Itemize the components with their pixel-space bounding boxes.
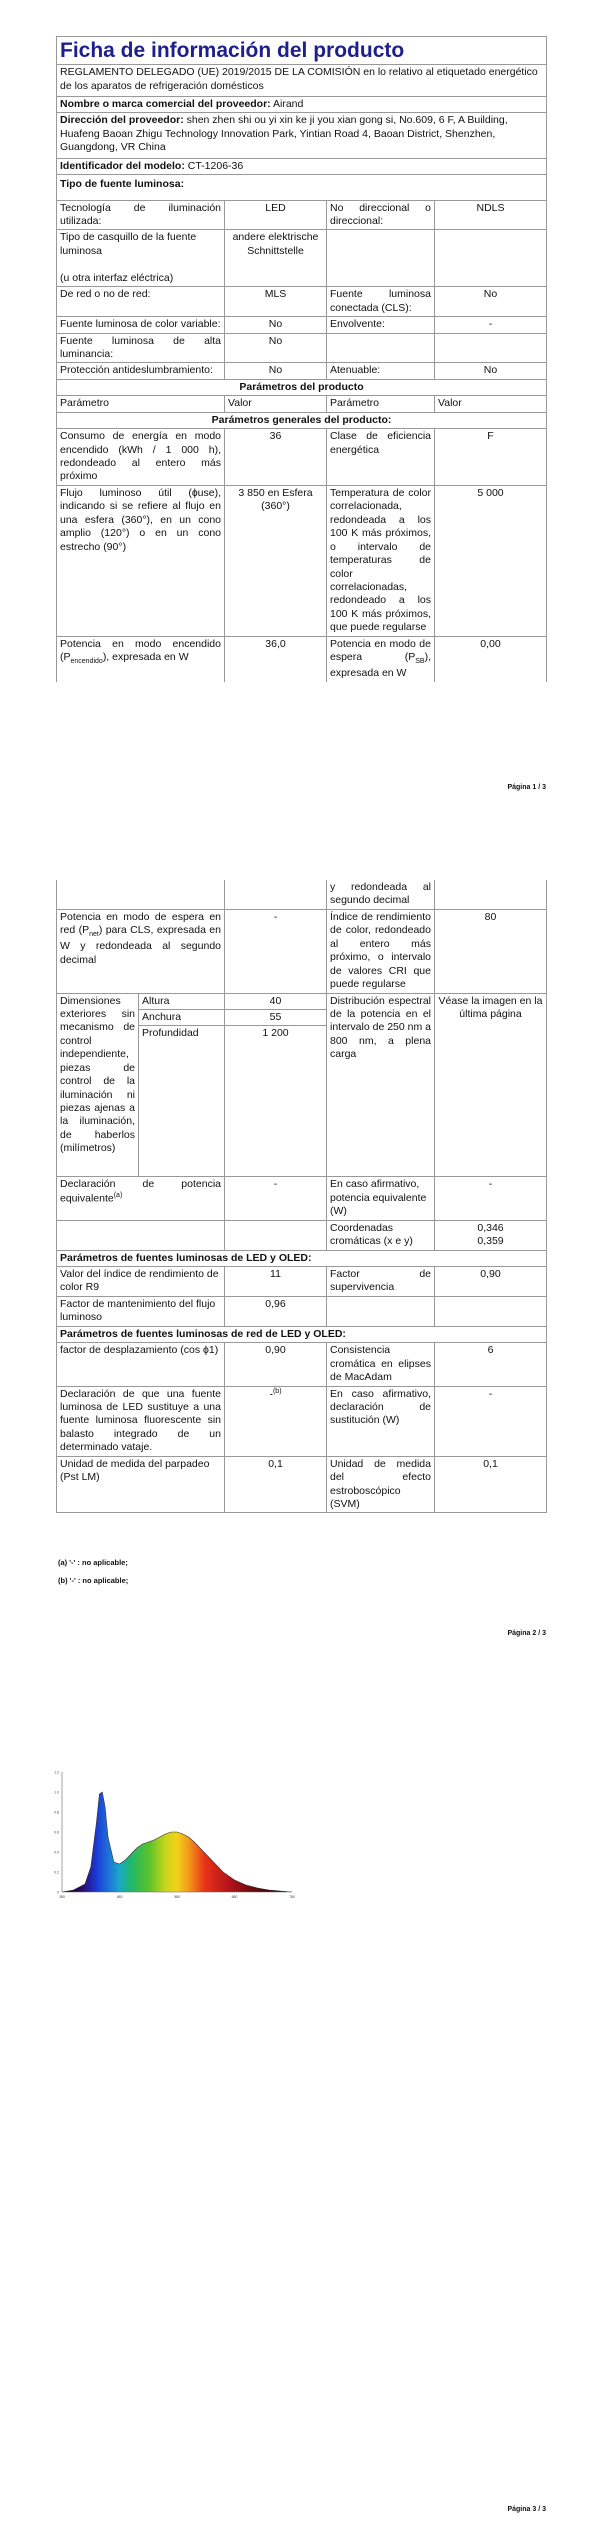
replacement-label: Declaración de que una fuente luminosa de LED sustituye a una fuente luminosa fluorescente sin balasto integrado de un determinado vataje. [57,1386,225,1456]
fn-a-text: '-' : no aplicable; [69,1558,128,1567]
empty-cell [225,1220,327,1250]
table-row [57,200,547,230]
table-row [57,485,547,636]
depth-value: 1 200 [225,1026,327,1177]
table-row [57,287,547,317]
equivalent-watts-value: - [435,1177,547,1220]
empty-cell [225,880,327,909]
colour-tunable-value: No [225,317,327,333]
pon-sub: encendido [70,658,103,666]
table-row [57,333,547,363]
flicker-label: Unidad de medida del parpadeo (Pst LM) [57,1456,225,1513]
colour-tunable-label: Fuente luminosa de color variable: [57,317,225,333]
chroma-x: 0,346 [477,1221,504,1234]
pon-b: ), expresada en W [102,651,189,664]
page2-table [56,880,547,1513]
pnet-b: ) para CLS, expresada en W y redondeada al segundo decimal [60,924,221,966]
cct-label: Temperatura de color correlacionada, redondeada a los 100 K más próximos, o intervalo de temperaturas de color correlacionadas, redondeado a los 100 K más próximos, que puede regularse [327,485,435,636]
equivalent-power-label [57,1177,225,1220]
page-number-1: Página 1 / 3 [507,784,546,791]
address-value: shen zhen shi ou yi xin ke ji you xian gong si, No.609, 6 F, A Building, Huafeng Baoan Zhigu Technology Innovation Park, Yintian Road 4, Baoan District, Shenzhen, Guangdong, VR China [60,114,508,154]
pnet-a: Potencia en modo de espera en red (P [60,910,221,937]
pon-a: Potencia en modo encendido (P [60,637,221,664]
lumen-maintenance-label: Factor de mantenimiento del flujo luminoso [57,1296,225,1326]
r9-label: Valor del índice de rendimiento de color R9 [57,1267,225,1297]
psb-sub: SB [415,658,425,666]
page1-table [56,36,547,682]
cls-value: No [435,287,547,317]
flicker-value: 0,1 [225,1456,327,1513]
equivalent-watts-label: En caso afirmativo, potencia equivalente (W) [327,1177,435,1220]
table-row [57,230,547,287]
supplier-label: Nombre o marca comercial del proveedor: [60,97,271,110]
macadam-label: Consistencia cromática en elipses de MacAdam [327,1343,435,1386]
address-label: Dirección del proveedor: [60,114,184,127]
empty-cell [327,333,435,363]
chromaticity-value [435,1220,547,1250]
y-tick-label: 0.4 [54,1850,59,1855]
high-luminance-label: Fuente luminosa de alta luminancia: [57,333,225,363]
cls-label: Fuente luminosa conectada (CLS): [327,287,435,317]
table-row [57,1296,547,1326]
dimmable-value: No [435,363,547,379]
equivalent-power-value: - [225,1177,327,1220]
empty-cell [57,880,225,909]
replace-sup: (b) [272,1387,282,1395]
x-tick-label: 380 [59,1895,65,1899]
table-row [57,993,547,1009]
pnet-sub: net [89,931,99,939]
supplier-row [57,96,547,112]
width-value: 55 [225,1009,327,1025]
energy-label: Consumo de energía en modo encendido (kWh / 1 000 h), redondeado al entero más próximo [57,429,225,486]
table-row [57,429,547,486]
psb-a: Potencia en modo de espera (P [330,637,431,664]
document-title: Ficha de información del producto [57,37,547,65]
cap-type-label-text: Tipo de casquillo de la fuente luminosa [60,231,197,257]
equiv-label-text: Declaración de potencia equivalente [60,1178,221,1205]
replacement-decl-value: - [435,1386,547,1456]
address-row [57,113,547,158]
cct-value: 5 000 [435,485,547,636]
col-value-1: Valor [225,396,327,412]
cri-label: Índice de rendimiento de color, redondeado al entero más próximo, o intervalo de valores CRI que puede regularse [327,909,435,993]
stroboscopic-value: 0,1 [435,1456,547,1513]
footnote-b [58,1576,128,1585]
fn-b-text: '-' : no aplicable; [69,1576,129,1585]
stroboscopic-label: Unidad de medida del efecto estroboscópico (SVM) [327,1456,435,1513]
y-tick-label: 0.8 [54,1810,59,1815]
on-mode-power-value: 36,0 [225,636,327,681]
model-label: Identificador del modelo: [60,159,185,172]
width-label: Anchura [139,1009,225,1025]
replacement-decl-label: En caso afirmativo, declaración de sustitución (W) [327,1386,435,1456]
on-mode-power-label [57,636,225,681]
x-tick-label: 580 [174,1895,180,1899]
replace-dash: - [269,1388,273,1400]
fn-b-mark: (b) [58,1576,68,1585]
mains-heading: Parámetros de fuentes luminosas de red de LED y OLED: [57,1326,547,1342]
x-tick-label: 780 [289,1895,295,1899]
empty-cell [435,230,547,287]
network-standby-value: - [225,909,327,993]
table-row [57,1343,547,1386]
page-number-3: Página 3 / 3 [507,2506,546,2513]
table-row [57,1267,547,1297]
chroma-y: 0,359 [477,1235,504,1248]
spd-value: Véase la imagen en la última página [435,993,547,1177]
high-luminance-value: No [225,333,327,363]
technology-label: Tecnología de iluminación utilizada: [57,200,225,230]
supplier-value: Airand [273,97,304,110]
replacement-value [225,1386,327,1456]
cap-type-label [57,230,225,287]
equiv-sup: (a) [113,1191,123,1199]
spd-label: Distribución espectral de la potencia en el intervalo de 250 nm a 800 nm, a plena carga [327,993,435,1177]
height-value: 40 [225,993,327,1009]
anti-glare-value: No [225,363,327,379]
col-value-2: Valor [435,396,547,412]
empty-cell [327,1296,435,1326]
directional-value: NDLS [435,200,547,230]
col-param-1: Parámetro [57,396,225,412]
envelope-label: Envolvente: [327,317,435,333]
model-value: CT-1206-36 [187,159,244,172]
psb-b: ), expresada en W [330,651,431,680]
lumen-maintenance-value: 0,96 [225,1296,327,1326]
height-label: Altura [139,993,225,1009]
y-tick-label: 1.2 [54,1770,59,1775]
model-row [57,158,547,174]
light-type-heading: Tipo de fuente luminosa: [57,175,547,200]
y-tick-label: 0.6 [54,1830,59,1835]
cri-value: 80 [435,909,547,993]
table-row [57,1386,547,1456]
anti-glare-label: Protección antideslumbramiento: [57,363,225,379]
col-param-2: Parámetro [327,396,435,412]
empty-cell [435,880,547,909]
network-standby-label [57,909,225,993]
standby-power-label-cont: y redondeada al segundo decimal [327,880,435,909]
energy-value: 36 [225,429,327,486]
y-tick-label: 0.2 [54,1870,59,1875]
empty-cell [57,1220,225,1250]
displacement-label: factor de desplazamiento (cos ϕ1) [57,1343,225,1386]
table-row [57,909,547,993]
r9-value: 11 [225,1267,327,1297]
empty-cell [327,230,435,287]
macadam-value: 6 [435,1343,547,1386]
page-number-2: Página 2 / 3 [507,1630,546,1637]
fn-a-mark: (a) [58,1558,68,1567]
led-oled-heading: Parámetros de fuentes luminosas de LED y OLED: [57,1250,547,1266]
dimmable-label: Atenuable: [327,363,435,379]
standby-power-label [327,636,435,681]
survival-value: 0,90 [435,1267,547,1297]
efficiency-class-label: Clase de eficiencia energética [327,429,435,486]
survival-label: Factor de supervivencia [327,1267,435,1297]
flux-label: Flujo luminoso útil (ɸuse), indicando si se refiere al flujo en una esfera (360°), en un cono amplio (120°) o en un cono estrecho (90°) [57,485,225,636]
technology-value: LED [225,200,327,230]
spectral-distribution-chart [44,1768,304,1904]
cap-type-label-sub: (u otra interfaz eléctrica) [60,271,174,284]
x-tick-label: 480 [116,1895,123,1899]
directional-label: No direccional o direccional: [327,200,435,230]
x-tick-label: 680 [231,1895,238,1899]
product-params-heading: Parámetros del producto [57,379,547,395]
y-tick-label: 1.0 [54,1790,59,1795]
footnote-a [58,1558,128,1567]
table-row [57,1177,547,1220]
general-params-heading: Parámetros generales del producto: [57,412,547,428]
regulation-text: REGLAMENTO DELEGADO (UE) 2019/2015 DE LA COMISIÓN en lo relativo al etiquetado energético de los aparatos de refrigeración domésticos [57,65,547,97]
cap-type-value: andere elektrische Schnittstelle [225,230,327,287]
standby-power-value: 0,00 [435,636,547,681]
empty-cell [435,1296,547,1326]
depth-label: Profundidad [139,1026,225,1177]
table-row [57,363,547,379]
table-row [57,1220,547,1250]
dimensions-label: Dimensiones exteriores sin mecanismo de control independiente, piezas de control de la iluminación ni piezas ajenas a la iluminación, de haberlos (milímetros) [57,993,139,1177]
mains-label: De red o no de red: [57,287,225,317]
table-row [57,636,547,681]
empty-cell [435,333,547,363]
flux-value: 3 850 en Esfera (360°) [225,485,327,636]
displacement-value: 0,90 [225,1343,327,1386]
envelope-value: - [435,317,547,333]
mains-value: MLS [225,287,327,317]
table-row [57,880,547,909]
efficiency-class-value: F [435,429,547,486]
table-row [57,317,547,333]
chromaticity-label: Coordenadas cromáticas (x e y) [327,1220,435,1250]
table-row [57,1456,547,1513]
y-tick-label: 0 [57,1890,59,1895]
